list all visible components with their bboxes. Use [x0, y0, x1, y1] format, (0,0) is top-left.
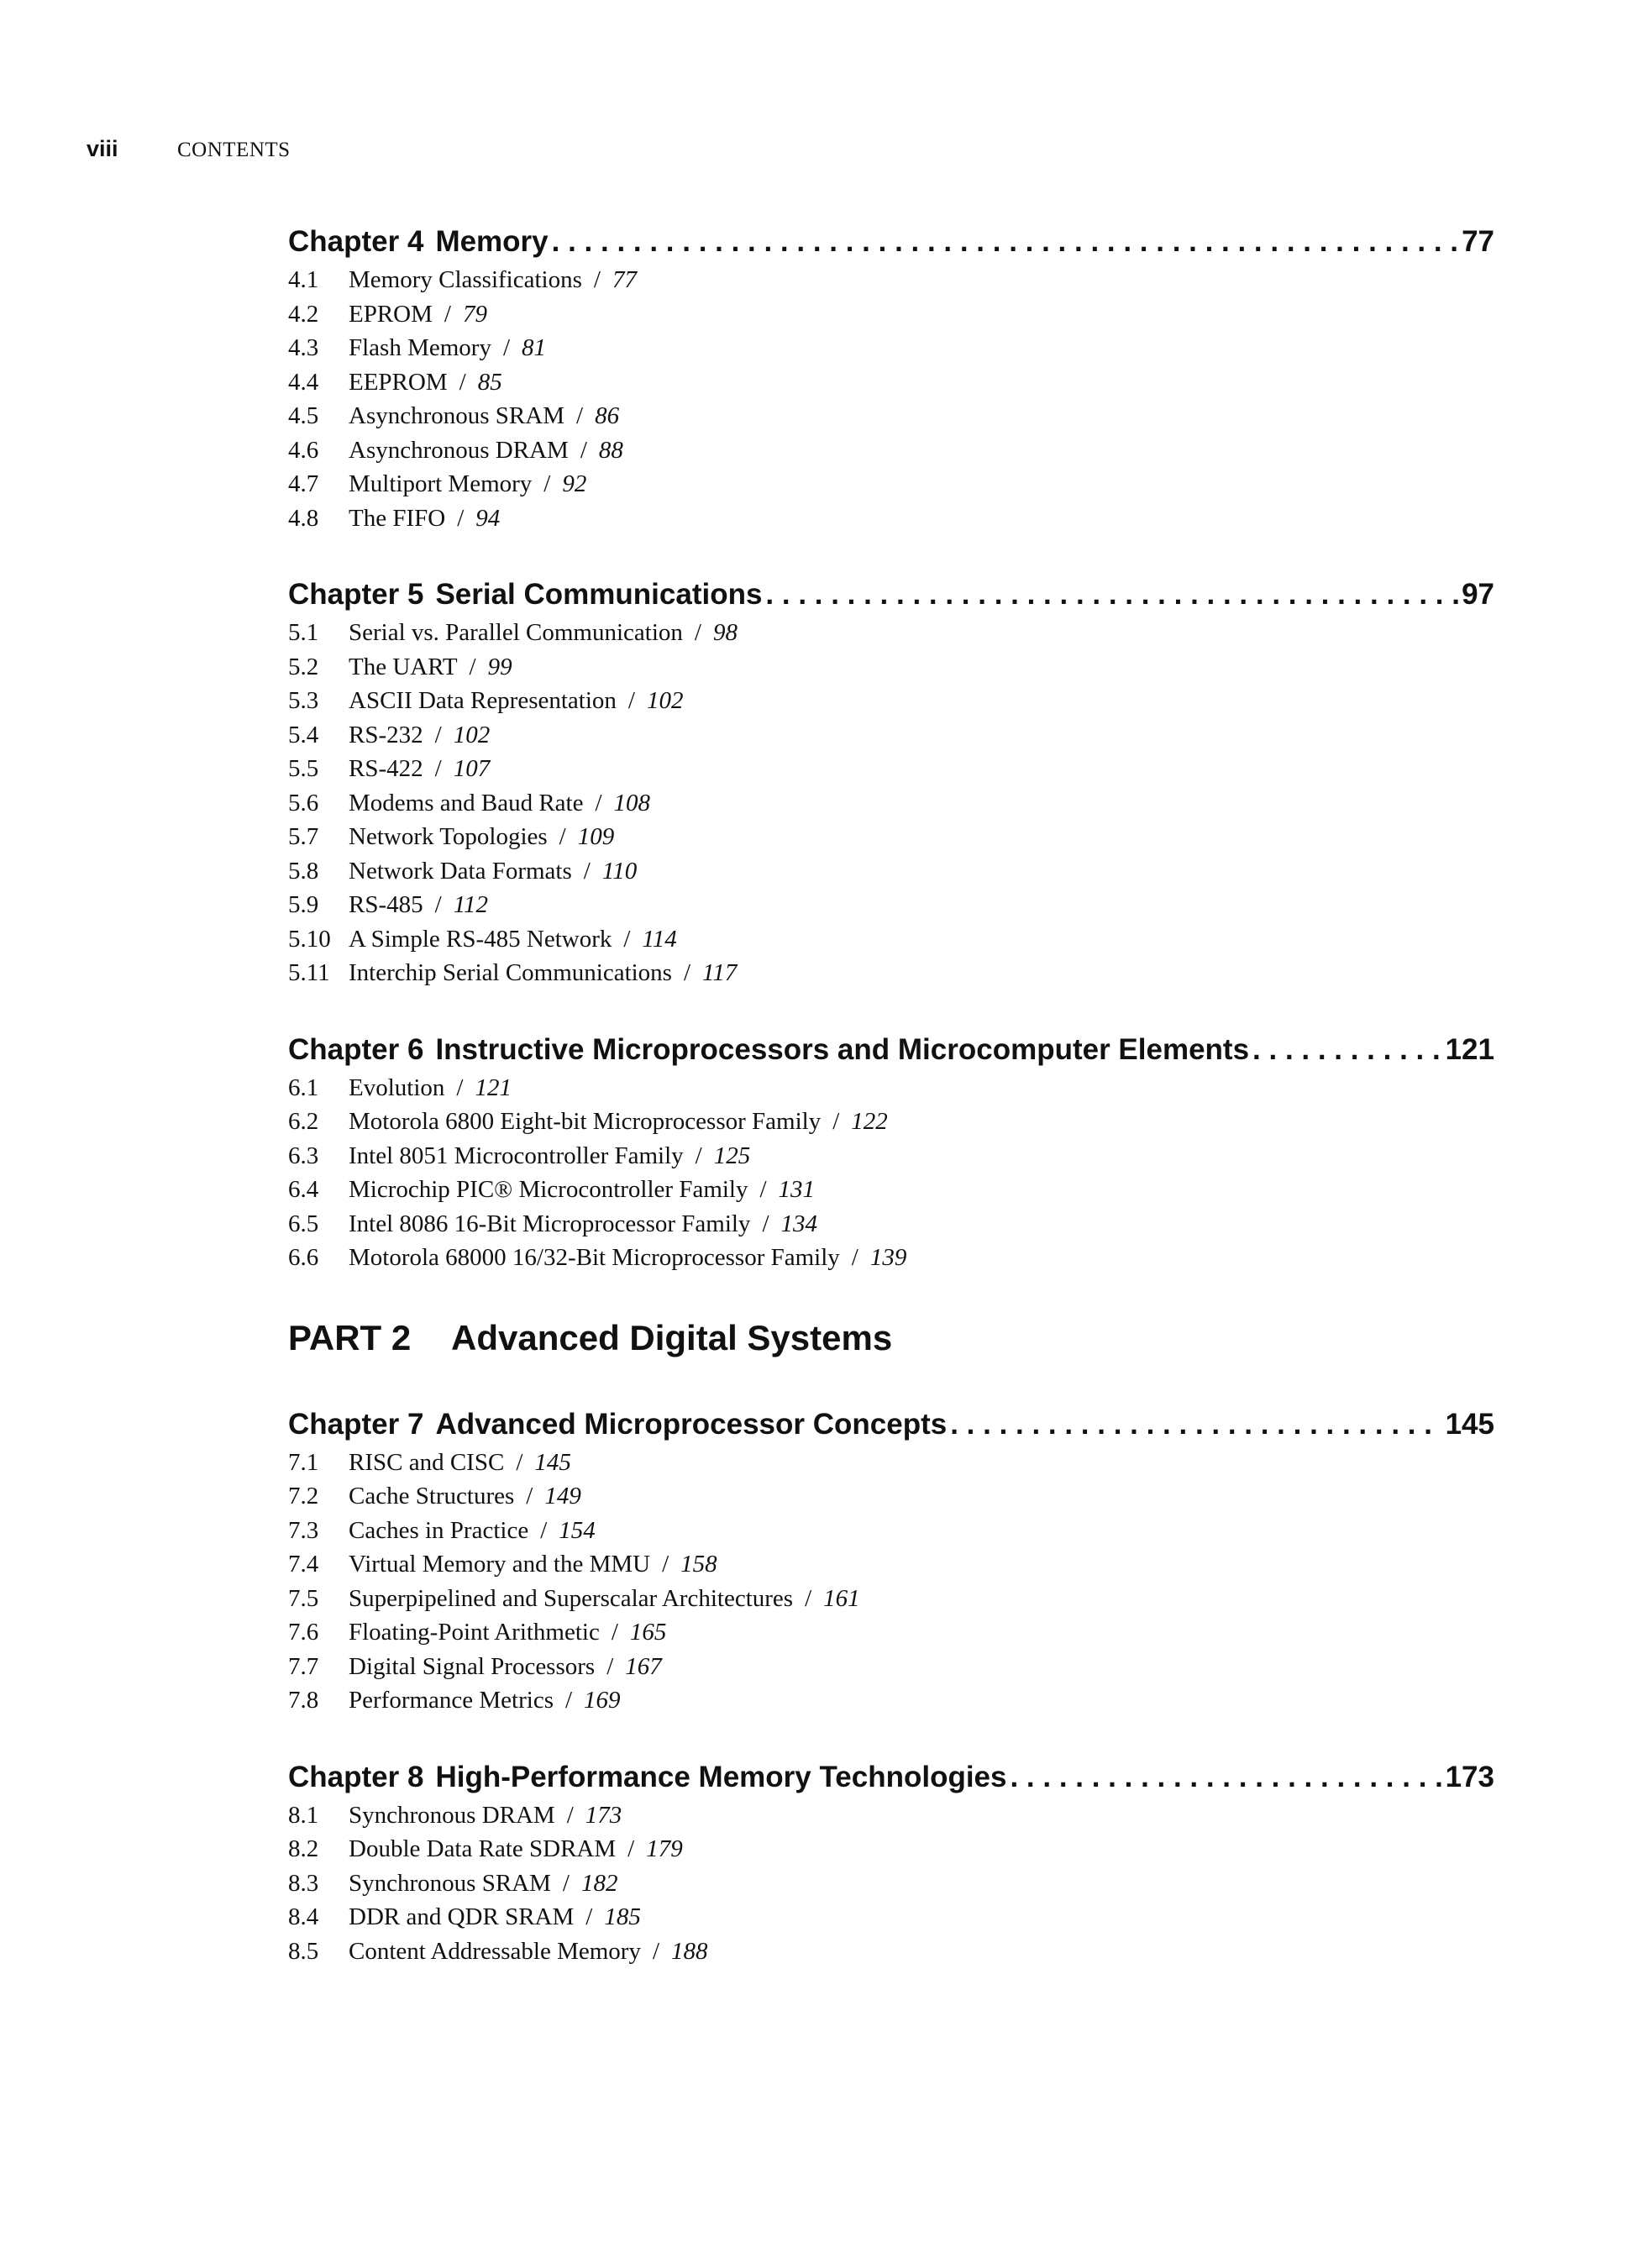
section-title: Asynchronous SRAM: [349, 402, 564, 429]
section-number: 5.8: [288, 857, 319, 885]
section-page-number: 154: [559, 1516, 596, 1544]
section-number: 7.7: [288, 1652, 319, 1680]
section-page-number: 169: [584, 1687, 621, 1714]
section-title: Flash Memory: [349, 334, 491, 361]
dot-leader: [1010, 1757, 1441, 1798]
part-heading[interactable]: [288, 1315, 1494, 1362]
section-entry[interactable]: [288, 786, 1494, 821]
part-title: Advanced Digital Systems: [451, 1317, 893, 1357]
section-number: 7.5: [288, 1584, 319, 1612]
section-number: 6.1: [288, 1074, 319, 1101]
section-entry[interactable]: [288, 1832, 1494, 1866]
page-separator: /: [583, 857, 591, 885]
section-number: 5.3: [288, 687, 319, 714]
section-number: 5.10: [288, 925, 331, 953]
page-separator: /: [580, 436, 587, 464]
section-title: Memory Classifications: [349, 266, 582, 293]
page-separator: /: [694, 619, 701, 646]
section-page-number: 107: [453, 755, 491, 782]
section-number: 4.7: [288, 470, 319, 497]
chapter-page-number: 97: [1462, 578, 1494, 611]
section-page-number: 99: [487, 653, 512, 680]
page-separator: /: [662, 1551, 669, 1578]
section-number: 4.2: [288, 300, 319, 328]
page-separator: /: [851, 1244, 858, 1271]
page-separator: /: [459, 368, 466, 396]
section-number: 4.4: [288, 368, 319, 396]
page-separator: /: [566, 1801, 574, 1829]
section-title: Superpipelined and Superscalar Architectures: [349, 1584, 794, 1612]
section-entry[interactable]: [288, 1935, 1494, 1969]
section-number: 8.4: [288, 1903, 319, 1930]
section-number: 5.7: [288, 823, 319, 850]
section-entry[interactable]: [288, 1615, 1494, 1650]
section-entry[interactable]: [288, 1650, 1494, 1684]
section-number: 7.8: [288, 1687, 319, 1714]
section-page-number: 149: [544, 1483, 581, 1509]
section-title: Synchronous DRAM: [349, 1801, 555, 1829]
section-title: Modems and Baud Rate: [349, 789, 584, 816]
chapter-6: [288, 1030, 1494, 1275]
section-number: 6.5: [288, 1210, 319, 1237]
chapter-7: [288, 1404, 1494, 1718]
chapter-number: Chapter 6: [288, 1032, 424, 1066]
page-separator: /: [444, 300, 451, 328]
section-title: Content Addressable Memory: [349, 1937, 641, 1965]
page-separator: /: [627, 687, 635, 714]
section-number: 8.5: [288, 1937, 319, 1965]
section-page-number: 145: [534, 1448, 571, 1476]
section-page-number: 158: [680, 1551, 717, 1578]
section-title: Caches in Practice: [349, 1516, 529, 1544]
section-entry[interactable]: [288, 1900, 1494, 1935]
page-separator: /: [606, 1652, 614, 1680]
section-page-number: 102: [646, 687, 684, 714]
section-entry[interactable]: [288, 616, 1494, 650]
section-title: EPROM: [349, 300, 433, 328]
section-entry[interactable]: [288, 752, 1494, 786]
section-page-number: 88: [598, 436, 623, 464]
section-number: 5.2: [288, 653, 319, 680]
section-page-number: 86: [595, 402, 620, 429]
section-number: 6.2: [288, 1108, 319, 1135]
section-entry[interactable]: [288, 1071, 1494, 1105]
section-number: 4.8: [288, 504, 319, 532]
chapter-number: Chapter 5: [288, 578, 424, 611]
chapter-heading[interactable]: [288, 222, 1494, 262]
section-title: RS-232: [349, 721, 423, 748]
section-title: Network Topologies: [349, 823, 548, 850]
dot-leader: [552, 222, 1458, 262]
section-page-number: 114: [642, 925, 677, 953]
chapter-label: [288, 1030, 1249, 1070]
chapter-page-number: 121: [1445, 1032, 1494, 1066]
section-entry[interactable]: [288, 1207, 1494, 1242]
section-entry[interactable]: [288, 263, 1494, 297]
section-entry[interactable]: [288, 854, 1494, 889]
chapter-8: [288, 1757, 1494, 1969]
section-number: 5.6: [288, 789, 319, 816]
section-page-number: 108: [613, 789, 651, 816]
section-page-number: 94: [475, 504, 501, 532]
page-separator: /: [832, 1108, 840, 1135]
page-separator: /: [759, 1176, 767, 1203]
section-entry[interactable]: [288, 1683, 1494, 1718]
section-entry[interactable]: [288, 1798, 1494, 1833]
page-separator: /: [683, 959, 691, 986]
section-title: Microchip PIC® Microcontroller Family: [349, 1176, 748, 1203]
section-entry[interactable]: [288, 684, 1494, 718]
section-number: 6.3: [288, 1142, 319, 1169]
section-number: 8.2: [288, 1835, 319, 1862]
section-entry[interactable]: [288, 888, 1494, 922]
chapter-label: [288, 222, 549, 262]
page-separator: /: [695, 1142, 702, 1169]
chapter-4: [288, 222, 1494, 535]
section-entry[interactable]: [288, 1139, 1494, 1173]
dot-leader: [765, 575, 1458, 615]
section-page-number: 134: [780, 1210, 817, 1237]
page-separator: /: [434, 721, 442, 748]
section-title: Interchip Serial Communications: [349, 959, 672, 986]
section-number: 8.1: [288, 1801, 319, 1829]
section-page-number: 98: [712, 619, 738, 646]
section-page-number: 81: [522, 334, 547, 361]
section-page-number: 110: [601, 857, 638, 885]
page-separator: /: [456, 1074, 464, 1101]
section-number: 4.3: [288, 334, 319, 361]
section-entry[interactable]: [288, 922, 1494, 957]
section-title: Synchronous SRAM: [349, 1869, 551, 1897]
section-number: 5.4: [288, 721, 319, 748]
section-number: 5.1: [288, 619, 319, 646]
page-separator: /: [502, 334, 511, 361]
section-entry[interactable]: [288, 650, 1494, 685]
section-title: Performance Metrics: [349, 1687, 554, 1714]
section-number: 5.11: [288, 959, 330, 986]
section-entry[interactable]: [288, 820, 1494, 854]
chapter-title: High-Performance Memory Technologies: [435, 1760, 1007, 1793]
section-number: 5.9: [288, 891, 319, 918]
section-title: The UART: [349, 653, 458, 680]
page-separator: /: [627, 1835, 635, 1862]
section-title: ASCII Data Representation: [349, 687, 617, 714]
running-head: [87, 136, 291, 170]
section-title: Virtual Memory and the MMU: [349, 1551, 651, 1578]
section-entry[interactable]: [288, 1547, 1494, 1582]
section-title: EEPROM: [349, 368, 448, 396]
section-title: Intel 8051 Microcontroller Family: [349, 1142, 684, 1169]
page-separator: /: [516, 1448, 523, 1476]
chapter-heading[interactable]: [288, 1404, 1494, 1445]
section-entry[interactable]: [288, 1241, 1494, 1275]
section-page-number: 165: [629, 1619, 667, 1646]
section-number: 7.4: [288, 1551, 319, 1578]
section-entry[interactable]: [288, 297, 1494, 332]
chapter-title: Instructive Microprocessors and Microcomputer Elements: [435, 1032, 1250, 1066]
section-page-number: 179: [646, 1835, 683, 1862]
page-separator: /: [469, 653, 476, 680]
part-number: PART 2: [288, 1317, 412, 1357]
page-separator: /: [526, 1483, 533, 1509]
section-page-number: 79: [462, 300, 487, 328]
chapter-title: Memory: [435, 225, 549, 258]
page-separator: /: [652, 1937, 660, 1965]
section-page-number: 117: [702, 959, 738, 986]
section-page-number: 109: [577, 823, 615, 850]
section-entry[interactable]: [288, 501, 1494, 536]
section-title: Digital Signal Processors: [349, 1652, 596, 1680]
section-number: 8.3: [288, 1869, 319, 1897]
section-page-number: 125: [713, 1142, 751, 1169]
section-entry[interactable]: [288, 1446, 1494, 1480]
page-folio: viii: [87, 136, 118, 161]
section-page-number: 167: [625, 1652, 662, 1680]
section-number: 7.6: [288, 1619, 319, 1646]
table-of-contents: [288, 222, 1494, 2008]
section-title: Floating-Point Arithmetic: [349, 1619, 600, 1646]
section-entry[interactable]: [288, 1479, 1494, 1514]
section-entry[interactable]: [288, 365, 1494, 400]
section-page-number: 102: [453, 721, 491, 748]
chapter-label: [288, 1404, 947, 1445]
section-entry[interactable]: [288, 331, 1494, 365]
section-title: Multiport Memory: [349, 470, 533, 497]
section-entry[interactable]: [288, 399, 1494, 433]
section-entry[interactable]: [288, 956, 1494, 990]
section-page-number: 161: [823, 1584, 860, 1612]
section-page-number: 182: [580, 1869, 618, 1897]
section-number: 4.6: [288, 436, 319, 464]
chapter-number: Chapter 4: [288, 225, 424, 258]
dot-leader: [1252, 1030, 1442, 1070]
page-separator: /: [559, 823, 566, 850]
section-title: DDR and QDR SRAM: [349, 1903, 575, 1930]
section-page-number: 85: [477, 368, 502, 396]
page-separator: /: [623, 925, 631, 953]
page-separator: /: [595, 789, 602, 816]
section-page-number: 173: [585, 1801, 622, 1829]
section-title: RS-485: [349, 891, 423, 918]
section-number: 7.2: [288, 1483, 319, 1509]
page-separator: /: [805, 1584, 812, 1612]
chapter-label: [288, 1757, 1006, 1798]
page-separator: /: [611, 1619, 618, 1646]
section-title: The FIFO: [349, 504, 446, 532]
section-entry[interactable]: [288, 1514, 1494, 1548]
chapter-number: Chapter 7: [288, 1407, 424, 1441]
running-title: CONTENTS: [177, 139, 291, 161]
section-title: Asynchronous DRAM: [349, 436, 569, 464]
chapter-heading[interactable]: [288, 1757, 1494, 1798]
section-entry[interactable]: [288, 718, 1494, 753]
section-number: 7.3: [288, 1516, 319, 1544]
section-entry[interactable]: [288, 1866, 1494, 1901]
section-number: 6.4: [288, 1176, 319, 1203]
section-title: Serial vs. Parallel Communication: [349, 619, 683, 646]
section-number: 5.5: [288, 755, 319, 782]
page-separator: /: [562, 1869, 570, 1897]
section-page-number: 112: [453, 891, 489, 918]
section-page-number: 121: [475, 1074, 512, 1101]
page-separator: /: [434, 755, 442, 782]
section-page-number: 185: [604, 1903, 641, 1930]
page-separator: /: [457, 504, 465, 532]
dot-leader: [950, 1404, 1441, 1445]
section-title: Intel 8086 16-Bit Microprocessor Family: [349, 1210, 751, 1237]
section-title: Evolution: [349, 1074, 445, 1101]
section-entry[interactable]: [288, 1105, 1494, 1139]
chapter-heading[interactable]: [288, 575, 1494, 615]
section-number: 4.5: [288, 402, 319, 429]
section-title: Network Data Formats: [349, 857, 572, 885]
section-page-number: 139: [869, 1244, 907, 1271]
page-separator: /: [564, 1687, 573, 1714]
page-separator: /: [540, 1516, 548, 1544]
page-separator: /: [762, 1210, 769, 1237]
section-page-number: 188: [671, 1937, 708, 1965]
page-separator: /: [576, 402, 584, 429]
chapter-page-number: 173: [1445, 1760, 1494, 1793]
page-separator: /: [585, 1903, 593, 1930]
chapter-page-number: 77: [1462, 225, 1494, 258]
section-title: Motorola 68000 16/32-Bit Microprocessor Family: [349, 1244, 840, 1271]
section-page-number: 122: [851, 1108, 888, 1135]
section-entry[interactable]: [288, 467, 1494, 501]
section-number: 4.1: [288, 266, 319, 293]
chapter-title: Serial Communications: [435, 578, 763, 611]
chapter-label: [288, 575, 762, 615]
chapter-5: [288, 575, 1494, 990]
page-separator: /: [434, 891, 442, 918]
chapter-heading[interactable]: [288, 1030, 1494, 1070]
section-page-number: 77: [612, 266, 637, 293]
section-title: Motorola 6800 Eight-bit Microprocessor Family: [349, 1108, 822, 1135]
section-page-number: 131: [778, 1176, 816, 1203]
chapter-number: Chapter 8: [288, 1760, 424, 1793]
section-entry[interactable]: [288, 1582, 1494, 1616]
section-entry[interactable]: [288, 433, 1494, 468]
section-page-number: 92: [562, 470, 587, 497]
section-title: RISC and CISC: [349, 1448, 505, 1476]
section-entry[interactable]: [288, 1173, 1494, 1207]
chapter-title: Advanced Microprocessor Concepts: [435, 1407, 948, 1441]
section-title: A Simple RS-485 Network: [349, 925, 612, 953]
section-title: Cache Structures: [349, 1483, 515, 1509]
section-title: RS-422: [349, 755, 423, 782]
chapter-page-number: 145: [1445, 1407, 1494, 1441]
page-separator: /: [593, 266, 601, 293]
section-number: 7.1: [288, 1448, 319, 1476]
page-separator: /: [543, 470, 551, 497]
section-number: 6.6: [288, 1244, 319, 1271]
section-title: Double Data Rate SDRAM: [349, 1835, 617, 1862]
